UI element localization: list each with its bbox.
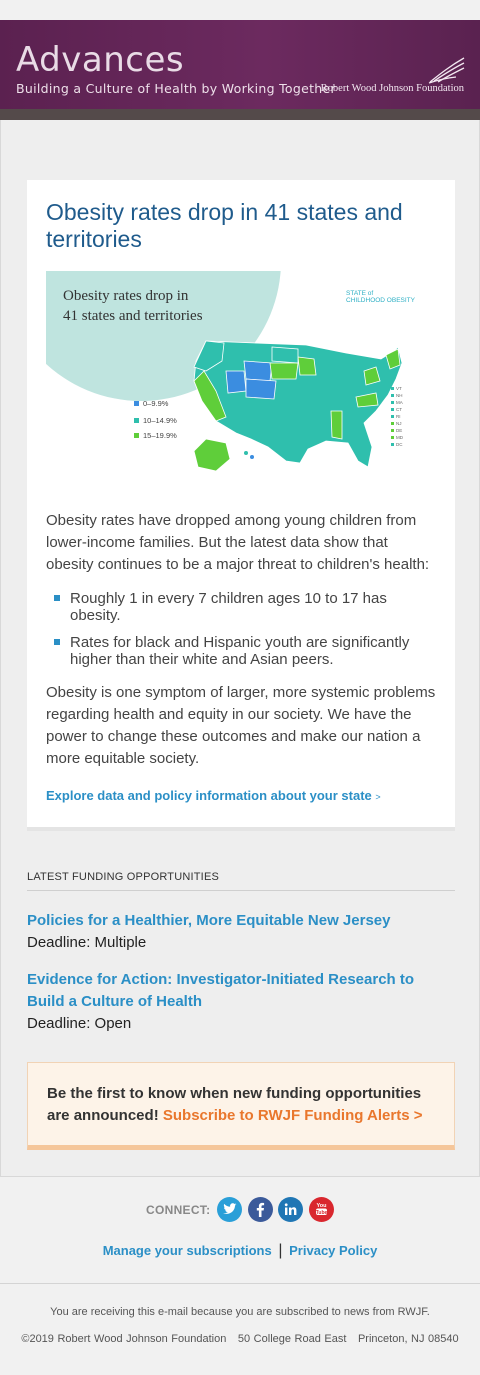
- legend-swatch-0: [134, 401, 139, 406]
- state-label-3: CT: [396, 407, 402, 412]
- copyright-text: ©2019 Robert Wood Johnson Foundation: [21, 1333, 227, 1345]
- state-label-2: MA: [396, 400, 403, 405]
- list-item: [54, 634, 434, 668]
- legend-swatch-2: [134, 433, 139, 438]
- privacy-policy-link[interactable]: Privacy Policy: [289, 1243, 378, 1258]
- street-address: 50 College Road East: [237, 1333, 347, 1345]
- article-bullet-list: [54, 590, 434, 678]
- funding-item-title-link[interactable]: Evidence for Action: Investigator-Initiated Research to Build a Culture of Health: [27, 971, 415, 1010]
- small-states-legend: [391, 386, 404, 447]
- bullet-square-icon: [54, 595, 60, 601]
- state-label-5: NJ: [396, 421, 402, 426]
- alert-message: Be the first to know when new funding opportunities are announced!: [47, 1085, 422, 1124]
- header-banner: [0, 20, 480, 109]
- svg-text:You: You: [316, 1203, 327, 1209]
- funding-item-deadline: Deadline: Multiple: [27, 934, 147, 951]
- rwjf-logo-icon: [426, 56, 466, 84]
- email-body: [0, 120, 480, 1177]
- alert-text: [47, 1083, 439, 1127]
- obesity-map-figure[interactable]: [46, 271, 436, 476]
- funding-item-title-link[interactable]: Policies for a Healthier, More Equitable New Jersey: [27, 912, 391, 929]
- footer-address: [0, 1333, 480, 1345]
- city-address: Princeton, NJ 08540: [357, 1333, 459, 1345]
- chevron-right-icon: >: [375, 792, 381, 802]
- legend-label-0: 0–9.9%: [143, 399, 169, 408]
- figure-badge-line2: CHILDHOOD OBESITY: [346, 297, 415, 304]
- figure-title-line2: 41 states and territories: [63, 308, 203, 324]
- linkedin-icon[interactable]: [278, 1197, 303, 1222]
- feature-article-card: [27, 180, 455, 831]
- youtube-icon[interactable]: [309, 1197, 334, 1222]
- state-label-0: VT: [396, 386, 402, 391]
- us-map-shape: [194, 341, 402, 471]
- article-body: Obesity is one symptom of larger, more systemic problems regarding health and equity in our society. We have the power to change these outcomes and make our nation a more equitable society.: [46, 684, 436, 767]
- link-separator: |: [278, 1242, 283, 1259]
- bullet-text: Rates for black and Hispanic youth are significantly higher than their white and Asian peers.: [70, 634, 410, 668]
- facebook-icon[interactable]: [248, 1197, 273, 1222]
- explore-data-link[interactable]: [46, 788, 381, 803]
- figure-title-line1: Obesity rates drop in: [63, 288, 189, 304]
- subscription-notice: You are receiving this e-mail because you are subscribed to news from RWJF.: [50, 1306, 430, 1318]
- article-title[interactable]: Obesity rates drop in 41 states and territories: [46, 199, 403, 252]
- funding-item: [27, 969, 447, 1035]
- legend-label-2: 15–19.9%: [143, 431, 177, 440]
- footer-divider: [0, 1283, 480, 1284]
- state-label-4: RI: [396, 414, 401, 419]
- state-label-8: DC: [396, 442, 403, 447]
- manage-subscriptions-link[interactable]: Manage your subscriptions: [102, 1243, 272, 1258]
- subscribe-alerts-link[interactable]: Subscribe to RWJF Funding Alerts >: [162, 1107, 423, 1124]
- twitter-icon[interactable]: [217, 1197, 242, 1222]
- newsletter-tagline: Building a Culture of Health by Working Together: [16, 81, 336, 96]
- rwjf-logo-text: Robert Wood Johnson Foundation: [320, 83, 464, 94]
- state-label-7: MD: [396, 435, 403, 440]
- bullet-square-icon: [54, 639, 60, 645]
- figure-legend: [134, 399, 177, 440]
- newsletter-title: Advances: [16, 40, 185, 80]
- funding-section-heading: LATEST FUNDING OPPORTUNITIES: [27, 871, 455, 891]
- bullet-text: Roughly 1 in every 7 children ages 10 to 17 has obesity.: [70, 590, 387, 624]
- legend-label-1: 10–14.9%: [143, 416, 177, 425]
- legend-swatch-1: [134, 418, 139, 423]
- explore-link-label: Explore data and policy information about your state: [46, 788, 372, 803]
- funding-item-deadline: Deadline: Open: [27, 1015, 132, 1032]
- svg-text:Tube: Tube: [315, 1209, 328, 1216]
- connect-label: CONNECT:: [146, 1203, 211, 1217]
- article-intro: Obesity rates have dropped among young children from lower-income families. But the latest data show that obesity continues to be a major threat to children's health:: [46, 512, 430, 573]
- header-divider-bar: [0, 109, 480, 120]
- list-item: [54, 590, 434, 624]
- state-label-1: NH: [396, 393, 403, 398]
- footer-links: [0, 1242, 480, 1260]
- funding-alert-callout: [27, 1062, 455, 1150]
- state-label-6: DE: [396, 428, 403, 433]
- funding-item: [27, 910, 447, 954]
- figure-badge-line1: STATE of: [346, 290, 374, 297]
- social-connect-row: [0, 1196, 480, 1224]
